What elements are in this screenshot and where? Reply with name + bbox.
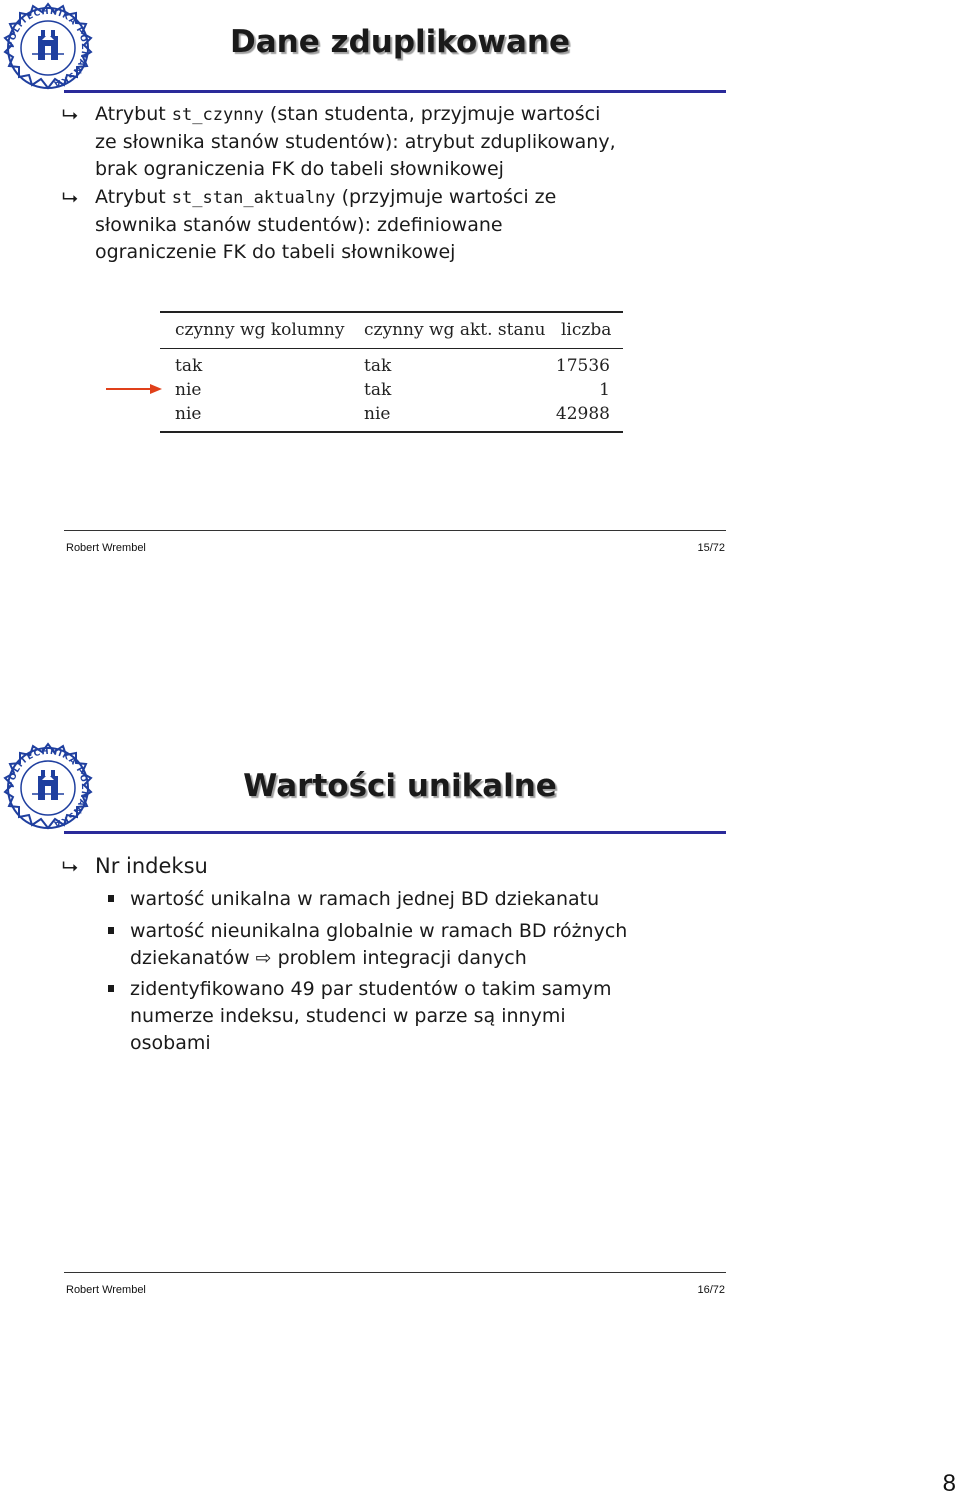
politechnika-logo-icon [2,742,94,834]
table-header: czynny wg kolumny [175,320,345,340]
sub-bullet-text-line2-post: problem integracji danych [271,947,527,969]
table-top-rule [160,311,623,313]
code-st-stan-aktualny: st_stan_aktualny [171,188,336,208]
bullet-st-czynny [62,101,722,183]
footer-rule [64,530,726,531]
status-table [160,311,623,433]
footer-slide-number: 15/72 [697,542,725,554]
bullet-text-line2: słownika stanów studentów): zdefiniowane [95,214,503,236]
slide-15 [0,0,960,580]
bullet-nr-indeksu [62,853,722,880]
footer-rule [64,1272,726,1273]
sub-bullet-text-line1: zidentyfikowano 49 par studentów o takim samym [130,978,612,1000]
square-bullet-icon [108,985,114,992]
right-arrow-icon: ⇨ [255,947,272,969]
table-cell: tak [364,380,392,400]
table-cell: nie [175,380,202,400]
curved-arrow-icon: ⮡ [62,102,78,126]
curved-arrow-icon: ⮡ [62,185,78,209]
bullet-text: Nr indeksu [95,854,208,878]
table-header-rule [160,348,623,349]
sub-bullet-text-line3: osobami [130,1032,211,1054]
slide-16 [0,740,960,1310]
sub-bullet-text-line2-pre: dziekanatów [130,947,256,969]
table-cell: 17536 [555,356,610,376]
sub-bullet-identified-pairs [106,976,726,1057]
sub-bullet-nonunique-global [106,918,726,972]
sub-bullet-unique-local [106,886,726,913]
sub-bullet-text: wartość unikalna w ramach jednej BD dziekanatu [130,888,600,910]
bullet-text-post: (stan studenta, przyjmuje wartości [263,103,601,125]
table-cell: 42988 [555,404,610,424]
footer-author: Robert Wrembel [66,542,146,554]
page-number: 8 [942,1470,956,1497]
title-rule [64,831,726,834]
table-header: liczba [561,320,612,340]
curved-arrow-icon: ⮡ [62,854,78,878]
table-cell: tak [364,356,392,376]
table-cell: 1 [599,380,610,400]
table-cell: nie [175,404,202,424]
bullet-text-pre: Atrybut [95,103,172,125]
highlight-arrow-icon [104,382,164,396]
bullet-text-post: (przyjmuje wartości ze [335,186,557,208]
table-cell: tak [175,356,203,376]
slide-title: Dane zduplikowane [229,24,571,60]
svg-text:POLITECHNIKA POZNAŃSKA: POLITECHNIKA POZNAŃSKA [6,6,90,89]
svg-text:POLITECHNIKA POZNAŃSKA: POLITECHNIKA POZNAŃSKA [6,746,90,829]
sub-bullet-text-line2: numerze indeksu, studenci w parze są innymi [130,1005,566,1027]
square-bullet-icon [108,927,114,934]
title-rule [64,90,726,93]
footer-slide-number: 16/72 [697,1284,725,1296]
bullet-st-stan-aktualny [62,184,722,266]
footer-author: Robert Wrembel [66,1284,146,1296]
table-header: czynny wg akt. stanu [364,320,546,340]
bullet-text-line3: brak ograniczenia FK do tabeli słownikowej [95,158,504,180]
bullet-text-line3: ograniczenie FK do tabeli słownikowej [95,241,456,263]
bullet-text-line2: ze słownika stanów studentów): atrybut zduplikowany, [95,131,616,153]
politechnika-logo-icon [2,2,94,94]
bullet-text-pre: Atrybut [95,186,172,208]
table-bottom-rule [160,431,623,433]
sub-bullet-text-line1: wartość nieunikalna globalnie w ramach BD różnych [130,920,628,942]
square-bullet-icon [108,895,114,902]
code-st-czynny: st_czynny [171,105,264,125]
table-cell: nie [364,404,391,424]
slide-title: Wartości unikalne [243,768,557,804]
